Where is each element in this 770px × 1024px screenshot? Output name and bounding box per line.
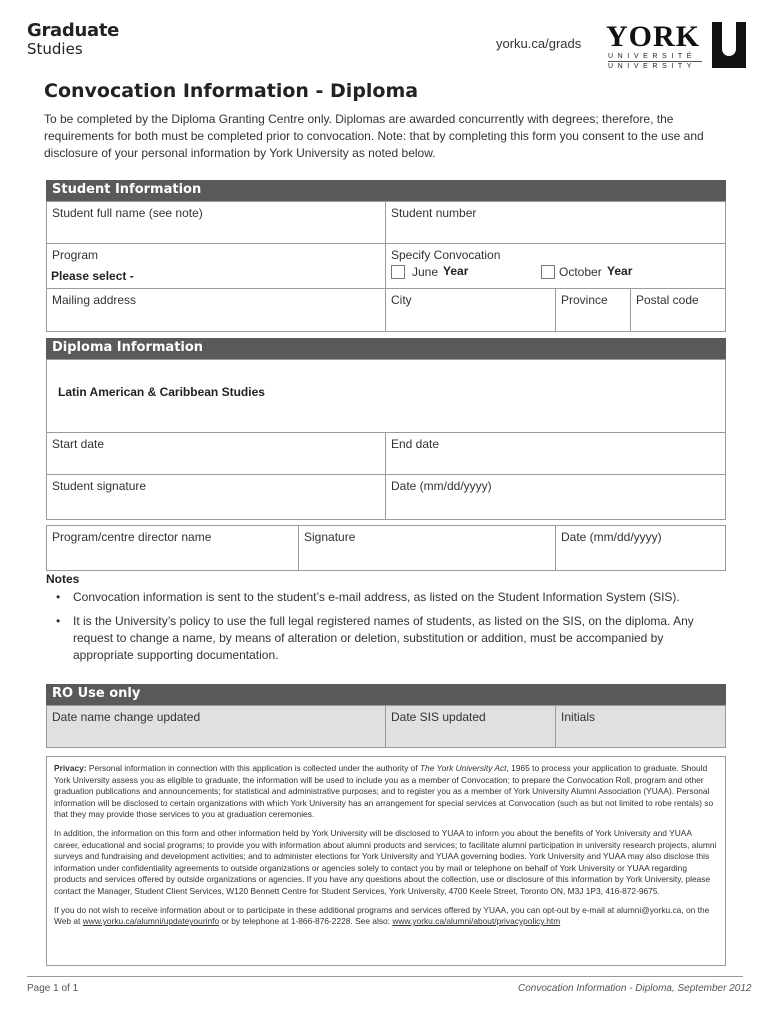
director-date-label: Date (mm/dd/yyyy) — [561, 530, 662, 544]
york-universite: UNIVERSITÉ — [608, 53, 697, 60]
name-change-date-label: Date name change updated — [52, 710, 201, 724]
student-signature-label: Student signature — [52, 479, 147, 493]
convocation-label: Specify Convocation — [391, 248, 501, 262]
province-label: Province — [561, 293, 608, 307]
privacy-paragraph-1 — [54, 763, 718, 821]
name-change-date-field[interactable] — [46, 705, 386, 748]
logo-line-2: Studies — [27, 40, 83, 58]
bullet-icon: • — [56, 590, 61, 604]
city-label: City — [391, 293, 412, 307]
program-selected-value: Please select - — [51, 269, 134, 283]
logo-line-1: Graduate — [27, 20, 120, 41]
june-checkbox[interactable] — [391, 265, 405, 279]
diploma-info-heading: Diploma Information — [46, 338, 726, 359]
york-logo-rule — [608, 61, 702, 62]
director-name-label: Program/centre director name — [52, 530, 212, 544]
privacy-label: Privacy: — [54, 763, 87, 773]
mailing-address-label: Mailing address — [52, 293, 137, 307]
director-date-field[interactable] — [555, 525, 726, 571]
student-number-field[interactable] — [385, 201, 726, 244]
start-date-label: Start date — [52, 437, 105, 451]
page-number: Page 1 of 1 — [27, 983, 79, 994]
york-wordmark: YORK — [606, 20, 700, 53]
postal-code-label: Postal code — [636, 293, 699, 307]
student-signature-date-label: Date (mm/dd/yyyy) — [391, 479, 492, 493]
mailing-address-field[interactable] — [46, 288, 386, 332]
bullet-icon: • — [56, 614, 61, 628]
initials-field[interactable] — [555, 705, 726, 748]
ro-use-heading: RO Use only — [46, 684, 726, 705]
sis-updated-label: Date SIS updated — [391, 710, 486, 724]
director-name-field[interactable] — [46, 525, 299, 571]
diploma-name-value: Latin American & Caribbean Studies — [58, 385, 265, 399]
june-year-field[interactable]: Year — [443, 264, 469, 278]
graduate-studies-logo — [27, 22, 119, 57]
privacy-text: or by telephone at 1-866-876-2228. See also: — [219, 916, 393, 927]
update-info-link[interactable]: www.yorku.ca/alumni/updateyourinfo — [82, 916, 220, 927]
privacy-text: Personal information in connection with this application is collected under the authority of — [86, 763, 420, 773]
student-signature-date-field[interactable] — [385, 474, 726, 520]
province-field[interactable] — [555, 288, 631, 332]
intro-text: To be completed by the Diploma Granting Centre only. Diplomas are awarded concurrently with degrees; therefore, the requirements for both must be completed prior to convocation. Note: that by completing this form you consent to the use and disclosure of your personal information by York University as noted below. — [44, 112, 704, 160]
privacy-paragraph-3 — [54, 905, 718, 928]
privacy-text: If you do not wish to receive information about or to participate in these additional programs and services offered by YUAA, you can opt-out by e-mail at alumni@yorku.ca, on the Web at — [54, 904, 710, 927]
footer-divider — [27, 976, 743, 977]
city-field[interactable] — [385, 288, 556, 332]
privacy-text: , 1965 to process your application to graduate. Should York University assess you as eligible to graduate, the information will be used to include you as a member of Convocation; to prepare the Convocation Roll, program and other graduation publications and announcements; for statistical and administrative purposes; and to register you as a member of York University Alumni Association (YUAA). Personal information will be disclosed to certain organizations with which York University has an arrangement for special services at Convocation (such as but not limited to robe rentals) so that they may provide those services to you at graduation ceremonies. — [54, 763, 714, 820]
york-university: UNIVERSITY — [608, 63, 697, 70]
start-date-field[interactable] — [46, 432, 386, 475]
page-header — [0, 0, 770, 80]
sis-updated-field[interactable] — [385, 705, 556, 748]
student-full-name-label: Student full name (see note) — [52, 206, 203, 220]
initials-label: Initials — [561, 710, 596, 724]
notes-title: Notes — [46, 572, 80, 586]
note-text: Convocation information is sent to the student’s e-mail address, as listed on the Student Information System (SIS). — [73, 590, 680, 604]
student-info-heading: Student Information — [46, 180, 726, 201]
page-title: Convocation Information - Diploma — [44, 80, 419, 102]
student-number-label: Student number — [391, 206, 477, 220]
student-full-name-field[interactable] — [46, 201, 386, 244]
student-signature-field[interactable] — [46, 474, 386, 520]
october-year-field[interactable]: Year — [607, 264, 633, 278]
note-text: It is the University’s policy to use the full legal registered names of students, as listed on the SIS, on the diploma. Any request to change a name, by means of alteration or deletion, substitution or addition, must be accompanied by appropriate supporting documentation. — [73, 614, 694, 662]
privacy-policy-link[interactable]: www.yorku.ca/alumni/about/privacypolicy.htm — [392, 916, 561, 927]
act-name: The York University Act — [419, 763, 507, 773]
privacy-notice — [46, 756, 726, 966]
october-label: October — [559, 265, 602, 279]
program-label: Program — [52, 248, 99, 262]
end-date-field[interactable] — [385, 432, 726, 475]
york-u-icon — [712, 22, 746, 68]
director-signature-label: Signature — [304, 530, 356, 544]
october-checkbox[interactable] — [541, 265, 555, 279]
privacy-paragraph-2: In addition, the information on this form and other information held by York University will be disclosed to YUAA to inform you about the benefits of York University and YUAA career, educational and social programs; to provide you with information about alumni products and services; to facilitate alumni participation in university research projects, alumni surveys and fundraising and development activities; and to administer elections for York University and YUAA governing bodies. York University and YUAA may also disclose this information under confidentiality agreements to outside organizations or agencies solely to contact you by mail or telephone on behalf of York University or YUAA regarding products and services offered by outside organizations or agencies. If you have any questions about the collection, use or disclosure of this information by York University, please contact the Manager, Student Client Services, W120 Bennett Centre for Student Services, York University, 4700 Keele Street, Toronto ON, M3J 1P3, 416-872-9675. — [54, 827, 717, 896]
document-version: Convocation Information - Diploma, September 2012 — [518, 983, 752, 994]
end-date-label: End date — [391, 437, 440, 451]
york-university-logo — [606, 22, 746, 72]
june-label: June — [412, 265, 439, 279]
director-signature-field[interactable] — [298, 525, 556, 571]
postal-code-field[interactable] — [630, 288, 726, 332]
site-url: yorku.ca/grads — [496, 36, 582, 51]
